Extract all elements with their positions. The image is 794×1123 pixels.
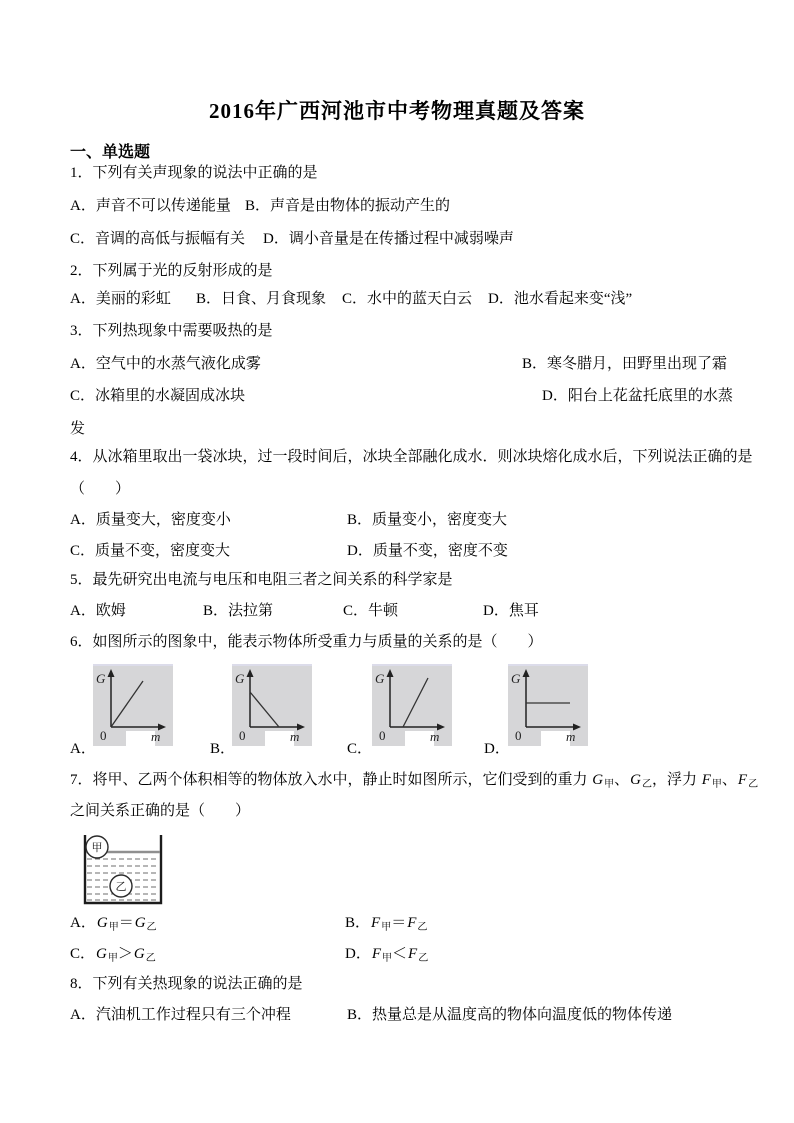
q4-option-c: C．质量不变，密度变大 xyxy=(70,543,231,559)
y-axis-arrow-icon xyxy=(247,669,254,677)
q6-graph-b xyxy=(232,664,312,746)
q7-d-s2: 乙 xyxy=(418,953,429,964)
q7-a-s2: 乙 xyxy=(146,922,157,933)
q4-option-a: A．质量变大，密度变小 xyxy=(70,512,231,528)
q7-figure xyxy=(64,832,174,915)
q7-b-v1: F xyxy=(371,915,381,931)
q6-option-b-label: B． xyxy=(210,741,236,757)
q6-option-d-label: D． xyxy=(484,741,510,757)
q7-c-s2: 乙 xyxy=(145,953,156,964)
q7-b-s2: 乙 xyxy=(417,922,428,933)
origin-label: 0 xyxy=(515,728,522,743)
y-axis-arrow-icon xyxy=(387,669,394,677)
q7-var-f2: F xyxy=(737,772,748,788)
q5-option-b: B．法拉第 xyxy=(203,603,274,619)
q6-text: 6．如图所示的图象中，能表示物体所受重力与质量的关系的是（ ） xyxy=(70,634,543,650)
q4-paren: （ ） xyxy=(70,481,131,497)
q7-sub-jia2: 甲 xyxy=(711,779,722,790)
q7-comma-fuli: ，浮力 xyxy=(651,772,701,788)
q1-text: 1．下列有关声现象的说法中正确的是 xyxy=(70,165,318,181)
q7-d-op: ＜ xyxy=(392,946,408,962)
m-axis-label: m xyxy=(430,729,440,744)
q2-option-a: A．美丽的彩虹 xyxy=(70,291,171,307)
origin-label: 0 xyxy=(100,728,107,743)
origin-label: 0 xyxy=(239,728,246,743)
g-axis-label: G xyxy=(235,671,245,686)
q3-option-a: A．空气中的水蒸气液化成雾 xyxy=(70,356,261,372)
q7-option-c xyxy=(70,944,156,969)
q7-d-s1: 甲 xyxy=(382,953,393,964)
q4-text: 4．从冰箱里取出一袋冰块，过一段时间后，冰块全部融化成水．则冰块熔化成水后，下列说法正确的是 xyxy=(70,449,753,465)
y-axis-arrow-icon xyxy=(108,669,115,677)
q7-c-s1: 甲 xyxy=(107,953,118,964)
q7-c-op: ＞ xyxy=(117,946,133,962)
page-title: 2016年广西河池市中考物理真题及答案 xyxy=(209,99,585,123)
g-axis-label: G xyxy=(375,671,385,686)
q7-b-s1: 甲 xyxy=(381,922,392,933)
q6-option-c-label: C． xyxy=(347,741,373,757)
q7-text-line2: 之间关系正确的是（ ） xyxy=(70,803,251,819)
q7-option-b xyxy=(345,913,427,938)
q7-a-s1: 甲 xyxy=(108,922,119,933)
q7-dun1: 、 xyxy=(614,772,630,788)
y-axis-arrow-icon xyxy=(523,669,530,677)
q7-text-line1 xyxy=(70,770,758,795)
object-yi-label: 乙 xyxy=(115,881,127,893)
q2-option-d: D．池水看起来变“浅” xyxy=(488,291,633,307)
q7-var-f1: F xyxy=(701,772,711,788)
q7-var-g2: G xyxy=(630,772,641,788)
m-axis-label: m xyxy=(566,729,576,744)
q7-option-b-letter: B． xyxy=(345,915,371,931)
q7-line1-pre: 7．将甲、乙两个体积相等的物体放入水中，静止时如图所示，它们受到的重力 xyxy=(70,772,592,788)
data-line xyxy=(111,681,143,727)
q8-text: 8．下列有关热现象的说法正确的是 xyxy=(70,976,303,992)
section-heading: 一、单选题 xyxy=(70,144,151,161)
q7-option-c-letter: C． xyxy=(70,946,96,962)
q7-sub-yi2: 乙 xyxy=(748,779,759,790)
q7-a-v1: G xyxy=(96,915,108,931)
q7-var-g1: G xyxy=(592,772,604,788)
q7-b-v2: F xyxy=(407,915,417,931)
object-jia-label: 甲 xyxy=(91,842,103,854)
q7-c-v1: G xyxy=(96,946,107,962)
q5-text: 5．最先研究出电流与电压和电阻三者之间关系的科学家是 xyxy=(70,572,453,588)
q1-option-d: D．调小音量是在传播过程中减弱噪声 xyxy=(263,231,514,247)
m-axis-label: m xyxy=(290,729,300,744)
q7-sub-yi1: 乙 xyxy=(641,779,652,790)
q7-d-v2: F xyxy=(408,946,418,962)
q4-option-b: B．质量变小，密度变大 xyxy=(347,512,508,528)
q6-option-a-label: A． xyxy=(70,741,96,757)
q7-c-v2: G xyxy=(133,946,145,962)
g-axis-label: G xyxy=(96,671,106,686)
q1-option-c: C．音调的高低与振幅有关 xyxy=(70,231,246,247)
q3-option-d-wrap: 发 xyxy=(70,421,86,437)
q5-option-d: D．焦耳 xyxy=(483,603,539,619)
q6-graph-a xyxy=(93,664,173,746)
q7-d-v1: F xyxy=(371,946,382,962)
q3-text: 3．下列热现象中需要吸热的是 xyxy=(70,323,273,339)
q6-graph-c xyxy=(372,664,452,746)
q7-a-v2: G xyxy=(134,915,146,931)
g-axis-label: G xyxy=(511,671,521,686)
q6-graph-d xyxy=(508,664,588,746)
q1-option-a: A．声音不可以传递能量 xyxy=(70,198,231,214)
q2-option-c: C．水中的蓝天白云 xyxy=(342,291,473,307)
q7-option-d-letter: D． xyxy=(345,946,371,962)
q7-b-op: ＝ xyxy=(391,915,407,931)
q7-a-op: ＝ xyxy=(118,915,134,931)
q7-sub-jia1: 甲 xyxy=(604,779,615,790)
q8-option-a: A．汽油机工作过程只有三个冲程 xyxy=(70,1007,291,1023)
q2-option-b: B．日食、月食现象 xyxy=(196,291,327,307)
q3-option-d: D．阳台上花盆托底里的水蒸 xyxy=(542,388,733,404)
q2-text: 2．下列属于光的反射形成的是 xyxy=(70,263,273,279)
data-line xyxy=(403,678,428,727)
q7-option-a xyxy=(70,913,157,938)
q1-option-b: B．声音是由物体的振动产生的 xyxy=(245,198,451,214)
q7-option-d xyxy=(345,944,428,969)
q8-option-b: B．热量总是从温度高的物体向温度低的物体传递 xyxy=(347,1007,673,1023)
q7-dun2: 、 xyxy=(721,772,737,788)
m-axis-label: m xyxy=(151,729,161,744)
origin-label: 0 xyxy=(379,728,386,743)
q4-option-d: D．质量不变，密度不变 xyxy=(347,543,508,559)
q5-option-c: C．牛顿 xyxy=(343,603,399,619)
q7-option-a-letter: A． xyxy=(70,915,96,931)
q3-option-b: B．寒冬腊月，田野里出现了霜 xyxy=(522,356,728,372)
data-line xyxy=(250,692,279,727)
q3-option-c: C．冰箱里的水凝固成冰块 xyxy=(70,388,246,404)
q5-option-a: A．欧姆 xyxy=(70,603,126,619)
